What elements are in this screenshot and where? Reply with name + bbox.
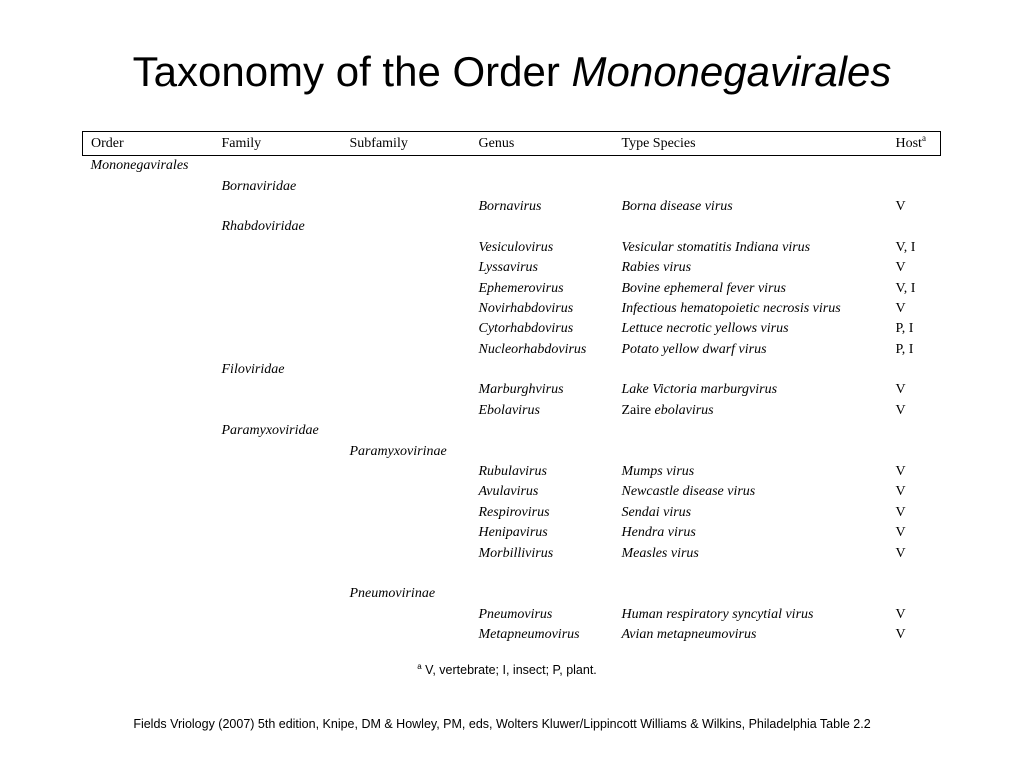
type-species-cell: Newcastle disease virus (621, 484, 756, 500)
genus-cell (471, 421, 614, 441)
subfamily-cell: Paramyxovirinae (349, 443, 447, 459)
table-row (83, 380, 941, 400)
type-species-cell: Hendra virus (621, 525, 696, 541)
table-row (83, 564, 941, 584)
subfamily-cell (342, 258, 471, 278)
family-cell (214, 441, 342, 461)
subfamily-cell (342, 482, 471, 502)
order-cell (83, 401, 214, 421)
genus-cell (471, 176, 614, 196)
family-cell (214, 605, 342, 625)
table-row (83, 319, 941, 339)
order-cell (83, 482, 214, 502)
host-cell (888, 421, 941, 441)
type-species-cell: Vesicular stomatitis Indiana virus (621, 239, 811, 255)
order-cell (83, 217, 214, 237)
header-type-species: Type Species (614, 132, 888, 156)
type-species-cell: Borna disease virus (621, 198, 733, 214)
subfamily-cell (342, 299, 471, 319)
table-row (83, 523, 941, 543)
table-row (83, 258, 941, 278)
host-cell: P, I (895, 341, 914, 357)
genus-cell: Bornavirus (478, 198, 542, 214)
host-cell: V (895, 484, 906, 500)
subfamily-cell (342, 319, 471, 339)
host-cell (888, 360, 941, 380)
host-cell: V, I (895, 239, 916, 255)
table-row (83, 176, 941, 196)
genus-cell (471, 156, 614, 177)
type-species-cell (614, 156, 888, 177)
table-row (83, 441, 941, 461)
type-species-cell: Zaire ebolavirus (621, 402, 714, 418)
genus-cell: Avulavirus (478, 484, 539, 500)
genus-cell (471, 564, 614, 584)
order-cell (83, 197, 214, 217)
subfamily-cell (342, 503, 471, 523)
type-species-cell (614, 176, 888, 196)
order-cell: Mononegavirales (90, 158, 189, 174)
genus-cell: Ephemerovirus (478, 280, 564, 296)
order-cell (83, 176, 214, 196)
subfamily-cell (342, 380, 471, 400)
type-species-cell: Human respiratory syncytial virus (621, 606, 814, 622)
subfamily-cell (342, 176, 471, 196)
order-cell (83, 625, 214, 645)
header-family: Family (214, 132, 342, 156)
genus-cell: Henipavirus (478, 525, 548, 541)
subfamily-cell (342, 217, 471, 237)
header-host-superscript: a (921, 132, 926, 143)
table-row (83, 482, 941, 502)
subfamily-cell (342, 340, 471, 360)
host-cell: V (895, 402, 906, 418)
family-cell (214, 156, 342, 177)
subfamily-cell (342, 564, 471, 584)
order-cell (83, 238, 214, 258)
order-cell (83, 441, 214, 461)
host-cell: V, I (895, 280, 916, 296)
type-species-cell: Potato yellow dwarf virus (621, 341, 767, 357)
order-cell (83, 462, 214, 482)
table-row (83, 605, 941, 625)
family-cell (214, 584, 342, 604)
subfamily-cell (342, 421, 471, 441)
subfamily-cell (342, 360, 471, 380)
genus-cell: Metapneumovirus (478, 627, 580, 643)
table-row (83, 217, 941, 237)
genus-cell (471, 360, 614, 380)
type-species-cell: Infectious hematopoietic necrosis virus (621, 300, 841, 316)
family-cell (214, 238, 342, 258)
host-cell: V (895, 198, 906, 214)
family-cell: Filoviridae (221, 362, 285, 378)
host-cell: V (895, 300, 906, 316)
family-cell (214, 543, 342, 563)
family-cell (214, 197, 342, 217)
family-cell (214, 625, 342, 645)
order-cell (83, 543, 214, 563)
subfamily-cell (342, 197, 471, 217)
type-species-cell: Sendai virus (621, 504, 692, 520)
type-species-cell (614, 217, 888, 237)
header-genus: Genus (471, 132, 614, 156)
genus-cell: Marburghvirus (478, 382, 564, 398)
order-cell (83, 258, 214, 278)
order-cell (83, 319, 214, 339)
genus-cell (471, 441, 614, 461)
family-cell (214, 564, 342, 584)
table-row (83, 299, 941, 319)
header-host (888, 132, 941, 156)
type-species-cell: Lettuce necrotic yellows virus (621, 321, 789, 337)
type-species-cell: Avian metapneumovirus (621, 627, 757, 643)
genus-cell: Novirhabdovirus (478, 300, 574, 316)
family-cell (214, 380, 342, 400)
genus-cell: Ebolavirus (478, 402, 540, 418)
family-cell (214, 340, 342, 360)
subfamily-cell: Pneumovirinae (349, 586, 436, 602)
footnote-text: V, vertebrate; I, insect; P, plant. (425, 663, 597, 677)
header-subfamily: Subfamily (342, 132, 471, 156)
host-cell: V (895, 464, 906, 480)
type-species-cell (614, 584, 888, 604)
slide-title-italic: Mononegavirales (571, 48, 892, 95)
host-cell (888, 564, 941, 584)
host-cell (888, 441, 941, 461)
order-cell (83, 299, 214, 319)
header-host-label: Host (895, 135, 922, 151)
table-row (83, 401, 941, 421)
family-cell: Paramyxoviridae (221, 423, 319, 439)
type-species-cell (614, 564, 888, 584)
order-cell (83, 564, 214, 584)
host-cell (888, 176, 941, 196)
type-species-cell (614, 360, 888, 380)
host-cell (888, 217, 941, 237)
subfamily-cell (342, 401, 471, 421)
order-cell (83, 278, 214, 298)
order-cell (83, 584, 214, 604)
table-row (83, 421, 941, 441)
table-row (83, 543, 941, 563)
type-species-cell: Mumps virus (621, 464, 695, 480)
genus-cell: Cytorhabdovirus (478, 321, 574, 337)
table-row (83, 360, 941, 380)
table-row (83, 462, 941, 482)
type-species-cell: Measles virus (621, 545, 699, 561)
order-cell (83, 421, 214, 441)
family-cell (214, 258, 342, 278)
family-cell: Bornaviridae (221, 178, 297, 194)
table-header-row (83, 132, 941, 156)
family-cell (214, 503, 342, 523)
host-cell: V (895, 545, 906, 561)
family-cell: Rhabdoviridae (221, 219, 305, 235)
genus-cell: Lyssavirus (478, 260, 538, 276)
table-row (83, 156, 941, 177)
table-row (83, 340, 941, 360)
header-order: Order (83, 132, 214, 156)
table-body (83, 156, 941, 646)
subfamily-cell (342, 523, 471, 543)
family-cell (214, 278, 342, 298)
genus-cell: Morbillivirus (478, 545, 554, 561)
host-cell: V (895, 627, 906, 643)
order-cell (83, 360, 214, 380)
genus-cell: Rubulavirus (478, 464, 547, 480)
table-row (83, 197, 941, 217)
host-cell: V (895, 525, 906, 541)
host-cell: V (895, 606, 906, 622)
host-cell (888, 156, 941, 177)
table-row (83, 584, 941, 604)
host-cell: V (895, 260, 906, 276)
genus-cell: Respirovirus (478, 504, 550, 520)
genus-cell: Pneumovirus (478, 606, 553, 622)
taxonomy-table (82, 131, 941, 645)
family-cell (214, 482, 342, 502)
host-cell (888, 584, 941, 604)
slide-title-text: Taxonomy of the Order (132, 48, 560, 95)
slide-title (0, 44, 1024, 100)
footnote-marker: a (417, 662, 422, 671)
subfamily-cell (342, 238, 471, 258)
genus-cell: Nucleorhabdovirus (478, 341, 587, 357)
type-species-cell (614, 441, 888, 461)
subfamily-cell (342, 543, 471, 563)
table-row (83, 278, 941, 298)
table-row (83, 503, 941, 523)
family-cell (214, 319, 342, 339)
order-cell (83, 605, 214, 625)
table-row (83, 238, 941, 258)
subfamily-cell (342, 605, 471, 625)
family-cell (214, 299, 342, 319)
subfamily-cell (342, 156, 471, 177)
order-cell (83, 380, 214, 400)
order-cell (83, 523, 214, 543)
host-cell: P, I (895, 321, 914, 337)
genus-cell (471, 584, 614, 604)
order-cell (83, 503, 214, 523)
subfamily-cell (342, 625, 471, 645)
table-row (83, 625, 941, 645)
subfamily-cell (342, 462, 471, 482)
host-cell: V (895, 504, 906, 520)
type-species-cell: Rabies virus (621, 260, 692, 276)
genus-cell: Vesiculovirus (478, 239, 554, 255)
family-cell (214, 523, 342, 543)
citation: Fields Vriology (2007) 5th edition, Knipe, DM & Howley, PM, eds, Wolters Kluwer/Lippincott Williams & Wilkins, Philadelphia Table 2.2 (133, 717, 871, 731)
subfamily-cell (342, 278, 471, 298)
family-cell (214, 401, 342, 421)
type-species-cell (614, 421, 888, 441)
genus-cell (471, 217, 614, 237)
type-species-cell: Lake Victoria marburgvirus (621, 382, 778, 398)
family-cell (214, 462, 342, 482)
order-cell (83, 340, 214, 360)
footnote (0, 663, 1014, 677)
type-species-cell: Bovine ephemeral fever virus (621, 280, 786, 296)
host-cell: V (895, 382, 906, 398)
